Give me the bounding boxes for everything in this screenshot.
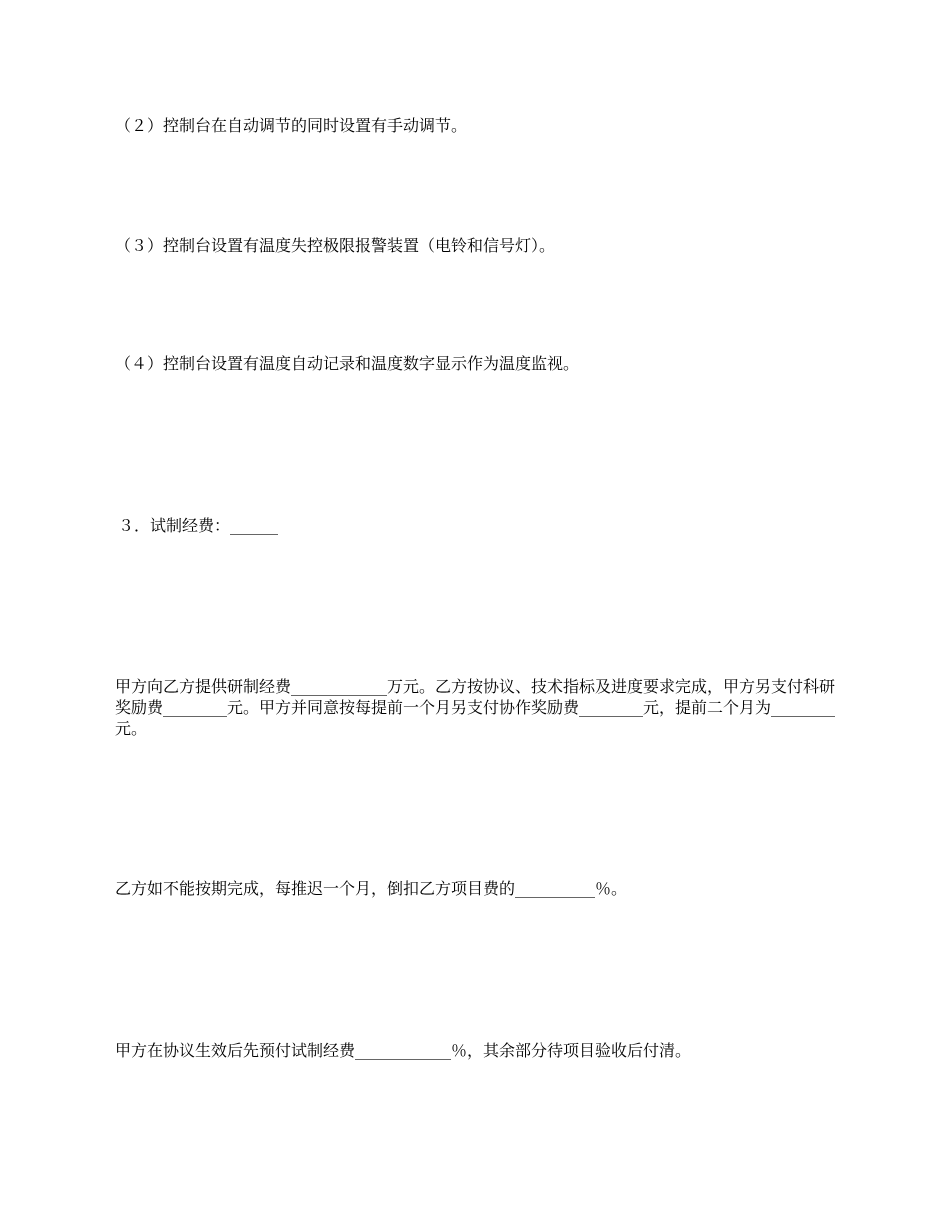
section-heading-trial-funding: ３．试制经费：______: [118, 516, 279, 535]
penalty-paragraph: 乙方如不能按期完成，每推迟一个月，倒扣乙方项目费的__________％。: [115, 879, 628, 898]
clause-item-4: （４）控制台设置有温度自动记录和温度数字显示作为温度监视。: [115, 354, 580, 373]
clause-item-3: （３）控制台设置有温度失控极限报警装置（电铃和信号灯）。: [115, 236, 556, 255]
funding-paragraph: 甲方向乙方提供研制经费____________万元。乙方按协议、技术指标及进度要求完成，甲方另支付科研奖励费________元。甲方并同意按每提前一个月另支付协作奖励费________元，提前二个月为________元。: [115, 677, 836, 738]
payment-paragraph: 甲方在协议生效后先预付试制经费____________％，其余部分待项目验收后付清。: [115, 1041, 692, 1060]
clause-item-2: （２）控制台在自动调节的同时设置有手动调节。: [115, 116, 468, 135]
